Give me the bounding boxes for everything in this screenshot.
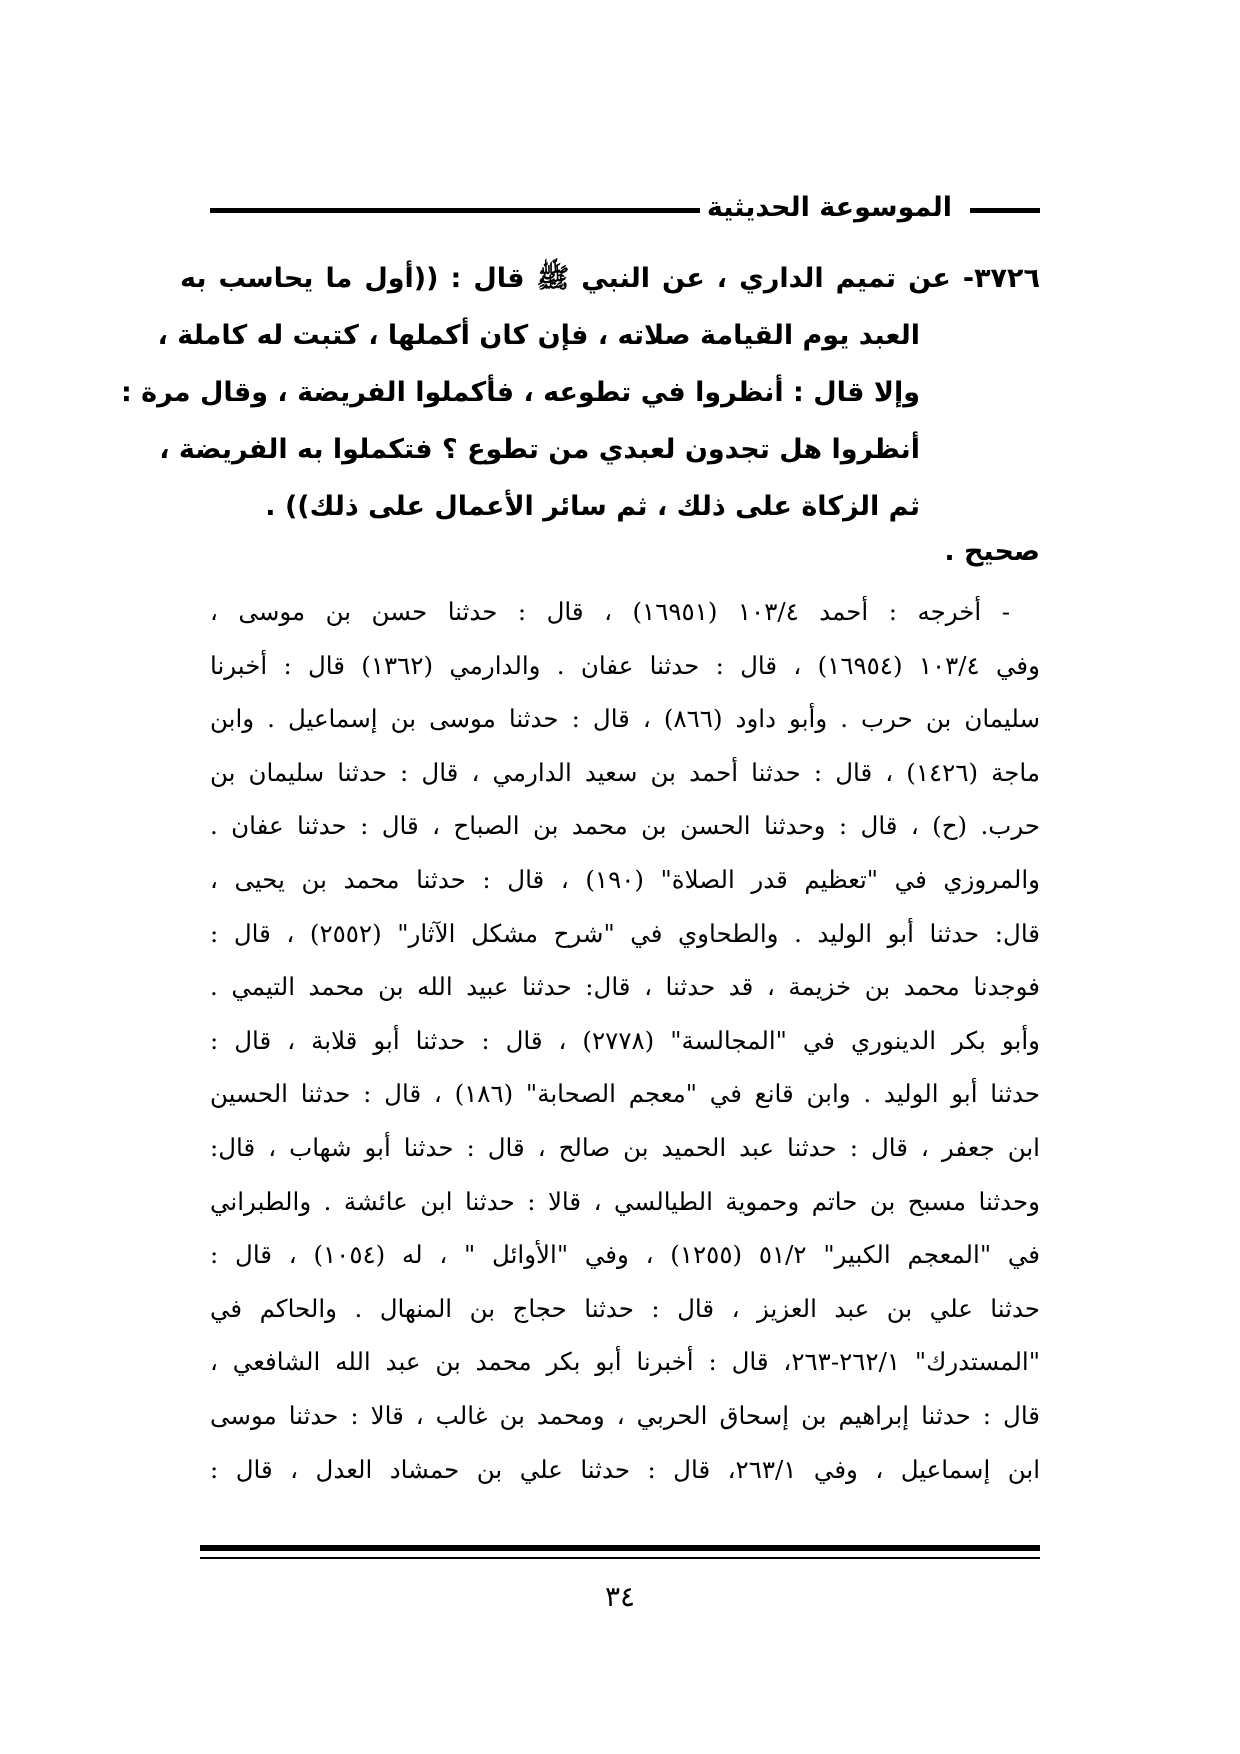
hadith-grade: صحيح . <box>944 536 1040 567</box>
takhrij-line: فوجدنا محمد بن خزيمة ، قد حدثنا ، قال: حدثنا عبيد الله بن محمد التيمي . <box>210 972 1040 1002</box>
hadith-line: أنظروا هل تجدون لعبدي من تطوع ؟ فتكملوا به الفريضة ، <box>159 434 920 465</box>
takhrij-line: سليمان بن حرب . وأبو داود (٨٦٦) ، قال : حدثنا موسى بن إسماعيل . وابن <box>210 704 1041 734</box>
takhrij-line: - أخرجه : أحمد ١٠٣/٤ (١٦٩٥١) ، قال : حدثنا حسن بن موسى ، <box>210 597 1010 626</box>
takhrij-text <box>210 585 1040 1496</box>
takhrij-line: ابن جعفر ، قال : حدثنا عبد الحميد بن صالح ، قال : حدثنا أبو شهاب ، قال: <box>210 1132 1040 1162</box>
hadith-line: العبد يوم القيامة صلاته ، فإن كان أكملها ، كتبت له كاملة ، <box>157 320 920 351</box>
takhrij-line: وحدثنا مسبح بن حاتم وحموية الطيالسي ، قالا : حدثنا ابن عائشة . والطبراني <box>210 1186 1040 1216</box>
takhrij-line: حرب. (ح) ، قال : وحدثنا الحسن بن محمد بن الصباح ، قال : حدثنا عفان . <box>210 811 1040 841</box>
takhrij-line: والمروزي في "تعظيم قدر الصلاة" (١٩٠) ، قال : حدثنا محمد بن يحيى ، <box>210 864 1041 894</box>
running-header <box>210 188 1040 228</box>
hadith-line: ٣٧٢٦- عن تميم الداري ، عن النبي ﷺ قال : ((أول ما يحاسب به <box>180 263 1040 294</box>
takhrij-line: ابن إسماعيل ، وفي ٢٦٣/١، قال : حدثنا علي بن حمشاد العدل ، قال : <box>210 1454 1040 1484</box>
takhrij-line: حدثنا علي بن عبد العزيز ، قال : حدثنا حجاج بن المنهال . والحاكم في <box>210 1293 1040 1323</box>
hadith-line: ثم الزكاة على ذلك ، ثم سائر الأعمال على ذلك)) . <box>265 491 920 522</box>
takhrij-line: وفي ١٠٣/٤ (١٦٩٥٤) ، قال : حدثنا عفان . والدارمي (١٣٦٢) قال : أخبرنا <box>210 650 1040 680</box>
header-rule-right <box>970 208 1040 213</box>
hadith-line: وإلا قال : أنظروا في تطوعه ، فأكملوا الفريضة ، وقال مرة : <box>120 377 920 408</box>
takhrij-line: في "المعجم الكبير" ٥١/٢ (١٢٥٥) ، وفي "الأوائل " ، له (١٠٥٤) ، قال : <box>210 1240 1040 1270</box>
takhrij-line: وأبو بكر الدينوري في "المجالسة" (٢٧٧٨) ، قال : حدثنا أبو قلابة ، قال : <box>210 1025 1040 1055</box>
hadith-text <box>120 250 1040 535</box>
takhrij-line: ماجة (١٤٢٦) ، قال : حدثنا أحمد بن سعيد الدارمي ، قال : حدثنا سليمان بن <box>210 757 1040 787</box>
takhrij-line: حدثنا أبو الوليد . وابن قانع في "معجم الصحابة" (١٨٦) ، قال : حدثنا الحسين <box>210 1079 1040 1109</box>
page-number: ٣٤ <box>604 1580 636 1613</box>
takhrij-line: قال: حدثنا أبو الوليد . والطحاوي في "شرح مشكل الآثار" (٢٥٥٢) ، قال : <box>210 918 1041 948</box>
header-rule-left <box>210 208 700 213</box>
takhrij-line: "المستدرك" ٢٦٢/١-٢٦٣، قال : أخبرنا أبو بكر محمد بن عبد الله الشافعي ، <box>210 1347 1040 1377</box>
footer-rule-thin <box>200 1557 1040 1559</box>
footer-rule-thick <box>200 1545 1040 1551</box>
takhrij-line: قال : حدثنا إبراهيم بن إسحاق الحربي ، ومحمد بن غالب ، قالا : حدثنا موسى <box>210 1400 1040 1430</box>
header-title: الموسوعة الحديثية <box>706 192 952 223</box>
